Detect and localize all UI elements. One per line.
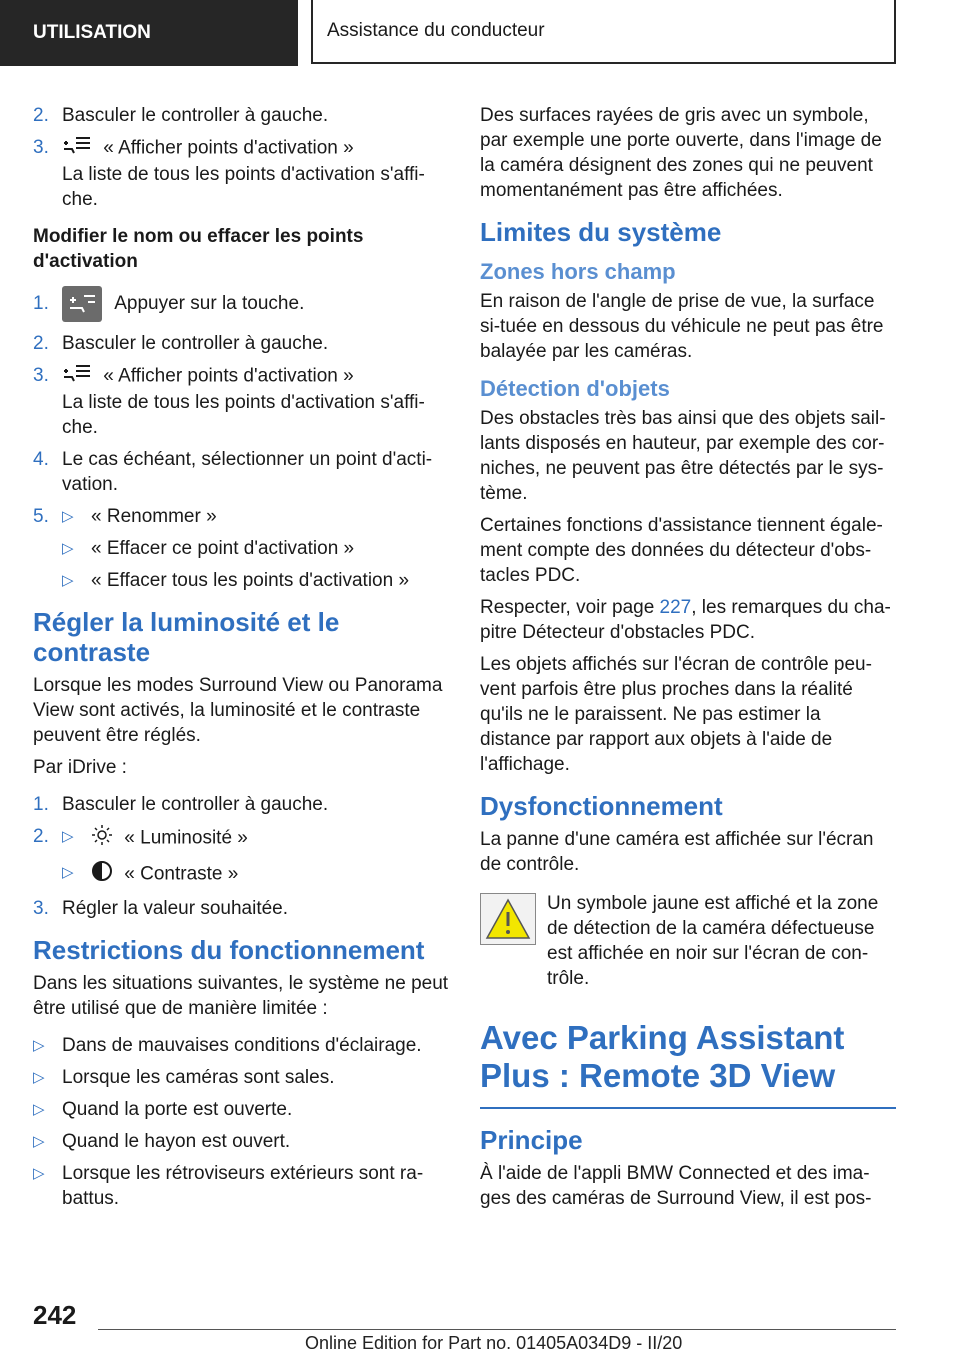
- list-item: [33, 284, 451, 324]
- heading-rule: [480, 1107, 896, 1109]
- bullet-text: Quand la porte est ouverte.: [62, 1099, 293, 1120]
- section-heading: Régler la luminosité et le contraste: [33, 607, 340, 667]
- bullet-item: [33, 1033, 451, 1058]
- list-item: [33, 103, 451, 128]
- chapter-title: Assistance du conducteur: [327, 20, 545, 41]
- step-text: « Afficher points d'activation »: [103, 137, 354, 159]
- left-column: [33, 103, 451, 1218]
- step-number: 1.: [33, 293, 49, 314]
- step-text: Basculer le controller à gauche.: [62, 105, 329, 126]
- bullet-text: « Effacer ce point d'activation »: [91, 538, 355, 559]
- bullet-triangle-icon: ▷: [62, 572, 74, 589]
- bullet-text: Dans de mauvaises conditions d'éclairage.: [62, 1035, 422, 1056]
- step-number: 4.: [33, 449, 49, 470]
- chapter-heading: Avec Parking Assistant Plus : Remote 3D View: [480, 1019, 845, 1094]
- bullet-item: [62, 536, 451, 561]
- bullet-text: Quand le hayon est ouvert.: [62, 1131, 291, 1152]
- bullet-triangle-icon: ▷: [33, 1165, 45, 1182]
- list-item: [33, 824, 451, 889]
- section-heading: Limites du système: [480, 217, 722, 247]
- paragraph: Des obstacles très bas ainsi que des objets sail-lants disposés en hauteur, par exemple des cor-niches, ne peuvent pas être détectés par le sys-tème.: [480, 408, 886, 504]
- step-number: 3.: [33, 137, 49, 158]
- paragraph: Certaines fonctions d'assistance tiennent égale-ment compte des données du détecteur d'obs-tacles PDC.: [480, 515, 883, 586]
- paragraph: La panne d'une caméra est affichée sur l'écran de contrôle.: [480, 829, 874, 875]
- text-span: , les remarques du cha-pitre Détecteur d'obstacles PDC.: [480, 597, 891, 643]
- bullet-triangle-icon: ▷: [62, 540, 74, 557]
- right-column: [480, 103, 896, 1218]
- step-number: 2.: [33, 333, 49, 354]
- page-link[interactable]: 227: [659, 597, 692, 618]
- step-text: Basculer le controller à gauche.: [62, 333, 329, 354]
- warning-text: Un symbole jaune est affiché et la zone de détection de la caméra défectueuse est affichée en noir sur l'écran de con-trôle.: [547, 893, 879, 989]
- step-text: Appuyer sur la touche.: [114, 293, 305, 314]
- bullet-triangle-icon: ▷: [33, 1037, 45, 1054]
- button-icon: [62, 286, 102, 322]
- bullet-item: [62, 860, 451, 889]
- paragraph: En raison de l'angle de prise de vue, la surface si-tuée en dessous du véhicule ne peut pas être balayée par les caméras.: [480, 291, 884, 362]
- bullet-item: [33, 1129, 451, 1154]
- step-text: « Afficher points d'activation »: [103, 365, 354, 387]
- activation-points-icon: [62, 135, 92, 162]
- step-text: Le cas échéant, sélectionner un point d'acti-vation.: [62, 449, 433, 495]
- bullet-triangle-icon: ▷: [62, 828, 74, 845]
- bullet-triangle-icon: ▷: [62, 508, 74, 525]
- step-number: 3.: [33, 365, 49, 386]
- step-text: Basculer le controller à gauche.: [62, 794, 329, 815]
- bullet-text: « Luminosité »: [124, 827, 248, 849]
- section-heading: Principe: [480, 1125, 583, 1155]
- bullet-text: Lorsque les caméras sont sales.: [62, 1067, 335, 1088]
- paragraph: Dans les situations suivantes, le système ne peut être utilisé que de manière limitée :: [33, 973, 449, 1019]
- bullet-text: « Renommer »: [91, 506, 217, 527]
- bullet-text: Lorsque les rétroviseurs extérieurs sont ra-battus.: [62, 1163, 424, 1209]
- footer-rule: [98, 1329, 896, 1330]
- section-heading: Restrictions du fonctionnement: [33, 935, 425, 965]
- list-item: [33, 331, 451, 356]
- paragraph: À l'aide de l'appli BMW Connected et des ima-ges des caméras de Surround View, il est pos-: [480, 1163, 872, 1209]
- section-tab: [0, 0, 298, 66]
- chapter-tab: [311, 0, 896, 64]
- step-subtext: La liste de tous les points d'activation s'affi-che.: [62, 392, 425, 438]
- list-item: [33, 363, 451, 440]
- list-item: [33, 504, 451, 593]
- page-number: 242: [33, 1300, 77, 1330]
- bullet-item: [62, 824, 451, 853]
- bullet-item: [33, 1161, 451, 1211]
- text-span: Respecter, voir page: [480, 597, 660, 618]
- edition-footer: Online Edition for Part no. 01405A034D9 - II/20: [305, 1333, 683, 1353]
- bullet-triangle-icon: ▷: [62, 864, 74, 881]
- bullet-item: [33, 1097, 451, 1122]
- bullet-item: [33, 1065, 451, 1090]
- bullet-text: « Contraste »: [124, 863, 239, 885]
- section-heading: Dysfonctionnement: [480, 791, 723, 821]
- list-item: [33, 896, 451, 921]
- paragraph: [480, 595, 896, 645]
- bullet-item: [62, 504, 451, 529]
- bullet-text: « Effacer tous les points d'activation »: [91, 570, 410, 591]
- step-number: 2.: [33, 105, 49, 126]
- brightness-icon: [91, 824, 113, 853]
- paragraph: Les objets affichés sur l'écran de contrôle peu-vent parfois être plus proches dans la réalité qu'ils ne le paraissent. Ne pas estimer la distance par rapport aux objets à l'aide de l'affichage.: [480, 654, 872, 775]
- subsection-heading: Détection d'objets: [480, 376, 670, 401]
- subsection-heading: Zones hors champ: [480, 259, 676, 284]
- step-number: 5.: [33, 506, 49, 527]
- warning-note: [480, 891, 896, 991]
- section-title: UTILISATION: [33, 22, 151, 43]
- list-item: [33, 792, 451, 817]
- page-header: [0, 0, 960, 66]
- list-item: [33, 447, 451, 497]
- step-number: 1.: [33, 794, 49, 815]
- step-number: 3.: [33, 898, 49, 919]
- step-number: 2.: [33, 826, 49, 847]
- warning-triangle-icon: [480, 893, 536, 945]
- activation-points-icon: [62, 363, 92, 390]
- list-item: [33, 135, 451, 212]
- contrast-icon: [91, 860, 113, 889]
- paragraph: Des surfaces rayées de gris avec un symbole, par exemple une porte ouverte, dans l'image de la caméra désignent des zones qui ne peuvent momentanément pas être affichées.: [480, 105, 882, 201]
- paragraph: Lorsque les modes Surround View ou Panorama View sont activés, la luminosité et le contraste peuvent être réglés.: [33, 675, 443, 746]
- bullet-item: [62, 568, 451, 593]
- subheading: Modifier le nom ou effacer les points d'activation: [33, 226, 364, 272]
- bullet-triangle-icon: ▷: [33, 1133, 45, 1150]
- bullet-triangle-icon: ▷: [33, 1101, 45, 1118]
- step-text: Régler la valeur souhaitée.: [62, 898, 289, 919]
- bullet-triangle-icon: ▷: [33, 1069, 45, 1086]
- step-subtext: La liste de tous les points d'activation s'affi-che.: [62, 164, 425, 210]
- paragraph: Par iDrive :: [33, 757, 127, 778]
